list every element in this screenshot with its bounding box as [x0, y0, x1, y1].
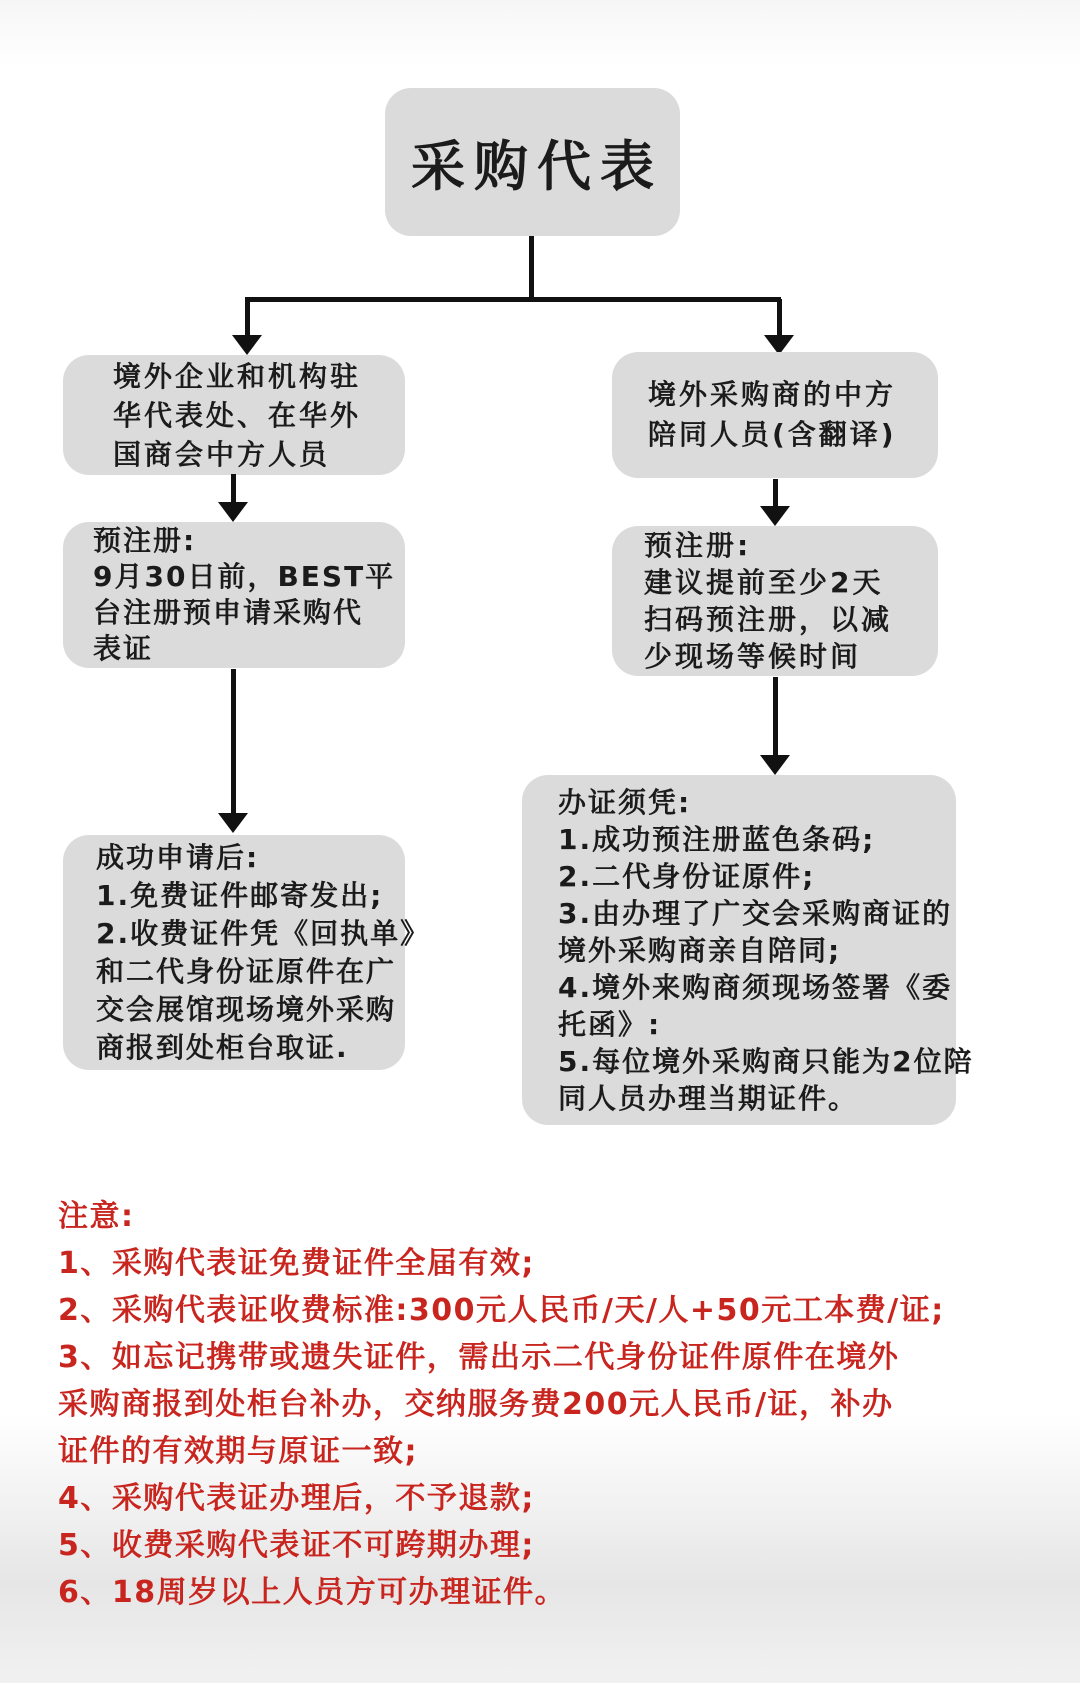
notes-section	[58, 1193, 1043, 1616]
down-arrow-right-2	[760, 677, 790, 775]
text-line: 3.由办理了广交会采购商证的	[558, 896, 953, 930]
arrow-shaft	[773, 479, 778, 506]
down-arrow-left-1	[218, 474, 248, 522]
arrow-shaft	[231, 474, 236, 502]
right-credential-requirements-box	[522, 775, 974, 1125]
arrow-shaft	[245, 299, 250, 335]
text-line: 2.收费证件凭《回执单》	[96, 916, 431, 950]
down-arrow-to-left-branch	[232, 299, 262, 355]
left-preregistration-box	[63, 522, 405, 668]
text-line: 扫码预注册，以减	[644, 603, 893, 636]
note-row: 3、如忘记携带或遗失证件，需出示二代身份证件原件在境外	[58, 1340, 900, 1375]
text-line: 和二代身份证原件在广	[96, 954, 397, 988]
arrow-head-icon	[218, 813, 248, 833]
text-line: 交会展馆现场境外采购	[96, 992, 397, 1026]
arrow-head-icon	[760, 506, 790, 526]
arrow-head-icon	[232, 335, 262, 355]
root-node-label: 采购代表	[411, 134, 663, 198]
down-arrow-right-1	[760, 479, 790, 526]
left-after-application-box	[63, 835, 431, 1070]
text-line: 9月30日前，BEST平	[93, 560, 396, 593]
text-line: 建议提前至少2天	[644, 566, 884, 599]
connector-stem-line	[529, 236, 534, 300]
text-line: 1.免费证件邮寄发出;	[96, 878, 384, 912]
text-line: 境外采购商的中方	[648, 378, 897, 411]
text-line: 1.成功预注册蓝色条码;	[558, 822, 876, 856]
text-line: 4.境外来购商须现场签署《委	[558, 970, 953, 1004]
note-row: 2、采购代表证收费标准:300元人民币/天/人+50元工本费/证;	[58, 1293, 945, 1328]
right-preregistration-box	[612, 526, 938, 676]
arrow-shaft	[773, 677, 778, 755]
arrow-shaft	[231, 669, 236, 813]
note-row: 采购商报到处柜台补办，交纳服务费200元人民币/证，补办	[58, 1387, 894, 1422]
arrow-head-icon	[760, 755, 790, 775]
root-node-box	[385, 88, 680, 236]
text-line: 预注册:	[644, 529, 752, 562]
text-line: 成功申请后:	[96, 840, 260, 874]
text-line: 商报到处柜台取证.	[96, 1030, 349, 1064]
down-arrow-left-2	[218, 669, 248, 833]
note-row: 5、收费采购代表证不可跨期办理;	[58, 1528, 535, 1563]
text-line: 国商会中方人员	[113, 437, 331, 471]
text-line: 表证	[93, 632, 154, 665]
down-arrow-to-right-branch	[764, 299, 794, 355]
text-line: 台注册预申请采购代	[93, 596, 364, 629]
text-line: 华代表处、在华外	[113, 398, 362, 432]
text-line: 预注册:	[93, 524, 197, 557]
text-line: 境外采购商亲自陪同;	[558, 933, 842, 967]
left-audience-box	[63, 355, 405, 475]
text-line: 办证须凭:	[558, 785, 692, 819]
notes-heading: 注意:	[58, 1199, 135, 1234]
text-line: 少现场等候时间	[644, 640, 862, 673]
note-row: 4、采购代表证办理后，不予退款;	[58, 1481, 535, 1516]
text-line: 2.二代身份证原件;	[558, 859, 816, 893]
text-line: 托函》:	[558, 1007, 662, 1041]
note-row: 1、采购代表证免费证件全届有效;	[58, 1246, 535, 1281]
text-line: 陪同人员(含翻译)	[648, 418, 897, 451]
arrow-shaft	[777, 299, 782, 335]
connector-horizontal-line	[245, 297, 781, 302]
text-line: 境外企业和机构驻	[113, 359, 362, 393]
right-audience-box	[612, 352, 938, 478]
text-line: 5.每位境外采购商只能为2位陪	[558, 1044, 974, 1078]
arrow-head-icon	[218, 502, 248, 522]
note-row: 6、18周岁以上人员方可办理证件。	[58, 1575, 567, 1610]
text-line: 同人员办理当期证件。	[558, 1081, 859, 1115]
note-row: 证件的有效期与原证一致;	[58, 1434, 418, 1469]
